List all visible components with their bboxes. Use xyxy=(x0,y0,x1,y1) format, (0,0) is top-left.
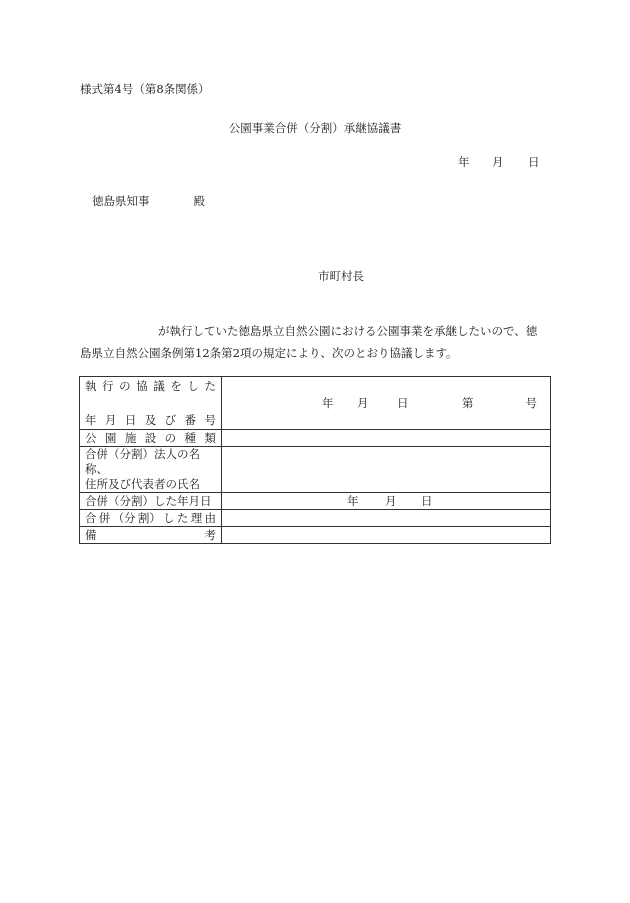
addressee xyxy=(92,193,205,209)
execution-label-char: 執 xyxy=(85,379,97,393)
execution-label-char: し xyxy=(187,379,199,393)
execution-label-char: 協 xyxy=(136,379,148,393)
addressee-honorific: 殿 xyxy=(193,194,205,208)
reason-label-char: し xyxy=(163,511,175,525)
facility-label-char: 設 xyxy=(144,431,157,445)
execution-day-label: 日 xyxy=(397,396,409,410)
body-line-2: 島県立自然公園条例第12条第2項の規定により、次のとおり協議します。 xyxy=(80,346,458,360)
form-number: 様式第4号（第8条関係） xyxy=(80,82,210,96)
facility-type-value xyxy=(222,430,551,447)
table-row xyxy=(80,447,551,493)
corporation-info-line-2: 住所及び代表者の氏名 xyxy=(85,477,200,491)
remarks-label-char: 考 xyxy=(204,528,216,542)
reason-label-char: （分 xyxy=(112,511,136,525)
reason-label-char: 由 xyxy=(204,511,216,525)
remarks-label xyxy=(80,527,222,544)
execution-number-suffix: 号 xyxy=(525,396,537,410)
reason-label-char: た xyxy=(176,511,189,525)
execution-number-prefix: 第 xyxy=(462,396,474,410)
execution-year-label: 年 xyxy=(322,396,334,410)
execution-label-char: の xyxy=(119,379,131,393)
corporation-info-label xyxy=(80,447,222,493)
applicant-mayor: 市町村長 xyxy=(318,269,364,283)
corporation-info-line-1: 合併（分割）法人の名称、 xyxy=(85,447,200,476)
facility-label-char: 公 xyxy=(85,431,97,445)
execution-label-char: 日 xyxy=(124,413,137,427)
date-month-label: 月 xyxy=(492,155,504,169)
execution-label-char: 行 xyxy=(102,379,114,393)
execution-label-char: 号 xyxy=(204,413,216,427)
table-row xyxy=(80,493,551,510)
execution-label-char: を xyxy=(170,379,182,393)
execution-label-char: 年 xyxy=(85,413,97,427)
table-row xyxy=(80,510,551,527)
facility-label-char: 園 xyxy=(104,431,117,445)
execution-label-char: 番 xyxy=(184,413,197,427)
reason-label-char: 割） xyxy=(137,511,161,525)
merger-reason-value xyxy=(222,510,551,527)
body-text xyxy=(80,320,552,364)
facility-label-char: 類 xyxy=(204,431,216,445)
submission-date xyxy=(458,154,540,170)
merger-reason-label xyxy=(80,510,222,527)
facility-label-char: 種 xyxy=(184,431,197,445)
merger-year-label: 年 xyxy=(347,494,359,508)
corporation-info-value xyxy=(222,447,551,493)
execution-label-char: 議 xyxy=(153,379,165,393)
execution-label-char: た xyxy=(204,379,216,393)
merger-day-label: 日 xyxy=(421,494,433,508)
execution-date-value xyxy=(222,377,551,430)
execution-label-char: 月 xyxy=(104,413,117,427)
merger-date-label: 合併（分割）した年月日 xyxy=(80,493,222,510)
facility-label-char: 施 xyxy=(124,431,137,445)
execution-label-char: び xyxy=(164,413,177,427)
execution-label-char: 及 xyxy=(144,413,157,427)
date-year-label: 年 xyxy=(458,155,470,169)
reason-label-char: 併 xyxy=(98,511,111,525)
body-line-1: が執行していた徳島県立自然公園における公園事業を承継したいので、徳 xyxy=(158,324,538,338)
date-day-label: 日 xyxy=(528,155,540,169)
remarks-label-char: 備 xyxy=(85,528,97,542)
facility-label-char: の xyxy=(164,431,177,445)
reason-label-char: 合 xyxy=(85,511,97,525)
document-title: 公園事業合併（分割）承継協議書 xyxy=(228,121,402,135)
table-row xyxy=(80,377,551,430)
merger-month-label: 月 xyxy=(385,494,397,508)
addressee-governor: 徳島県知事 xyxy=(92,194,150,208)
consultation-table xyxy=(79,376,551,544)
table-row xyxy=(80,430,551,447)
execution-date-label xyxy=(80,377,222,430)
remarks-value xyxy=(222,527,551,544)
reason-label-char: 理 xyxy=(190,511,203,525)
table-row xyxy=(80,527,551,544)
facility-type-label xyxy=(80,430,222,447)
merger-date-value xyxy=(222,493,551,510)
execution-month-label: 月 xyxy=(357,396,369,410)
